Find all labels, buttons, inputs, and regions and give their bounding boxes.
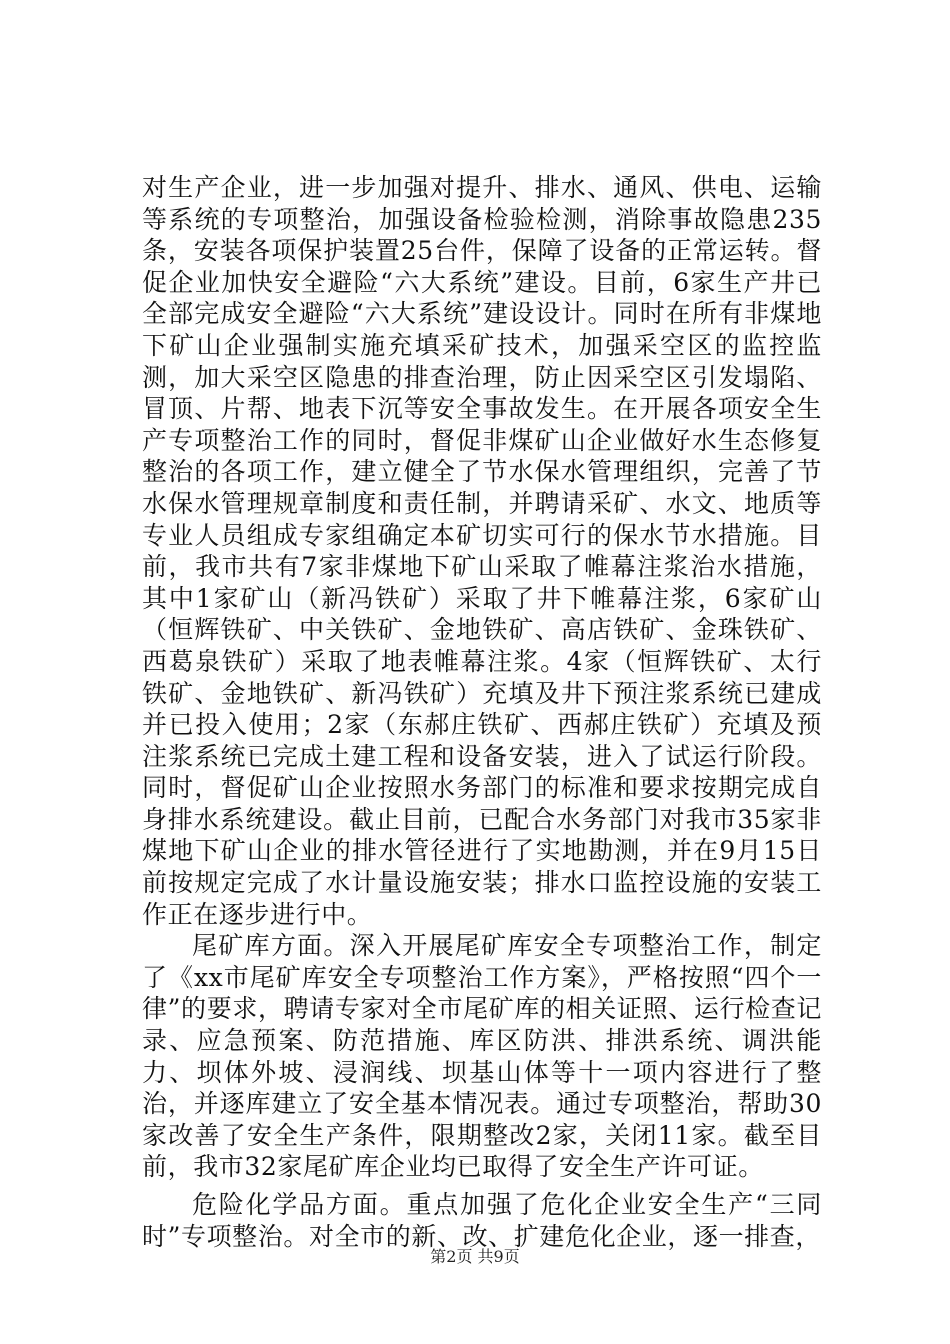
paragraph-hazardous-chemicals: 危险化学品方面。重点加强了危化企业安全生产“三同时”专项整治。对全市的新、改、扩建危化企业，逐一排查， xyxy=(142,1190,822,1251)
paragraph-tailings-pond: 尾矿库方面。深入开展尾矿库安全专项整治工作，制定了《xx市尾矿库安全专项整治工作方案》，严格按照“四个一律”的要求，聘请专家对全市尾矿库的相关证照、运行检查记录、应急预案、防范措施、库区防洪、排洪系统、调洪能力、坝体外坡、浸润线、坝基山体等十一项内容进行了整治，并逐库建立了安全基本情况表。通过专项整治，帮助30家改善了安全生产条件，限期整改2家，关闭11家。截至目前，我市32家尾矿库企业均已取得了安全生产许可证。 xyxy=(142,931,822,1182)
document-body xyxy=(142,172,822,1252)
paragraph-mine-safety: 对生产企业，进一步加强对提升、排水、通风、供电、运输等系统的专项整治，加强设备检验检测，消除事故隐患235条，安装各项保护装置25台件，保障了设备的正常运转。督促企业加快安全避险“六大系统”建设。目前，6家生产井已全部完成安全避险“六大系统”建设设计。同时在所有非煤地下矿山企业强制实施充填采矿技术，加强采空区的监控监测，加大采空区隐患的排查治理，防止因采空区引发塌陷、冒顶、片帮、地表下沉等安全事故发生。在开展各项安全生产专项整治工作的同时，督促非煤矿山企业做好水生态修复整治的各项工作，建立健全了节水保水管理组织，完善了节水保水管理规章制度和责任制，并聘请采矿、水文、地质等专业人员组成专家组确定本矿切实可行的保水节水措施。目前，我市共有7家非煤地下矿山采取了帷幕注浆治水措施，其中1家矿山（新冯铁矿）采取了井下帷幕注浆，6家矿山（恒辉铁矿、中关铁矿、金地铁矿、高店铁矿、金珠铁矿、西葛泉铁矿）采取了地表帷幕注浆。4家（恒辉铁矿、太行铁矿、金地铁矿、新冯铁矿）充填及井下预注浆系统已建成并已投入使用；2家（东郝庄铁矿、西郝庄铁矿）充填及预注浆系统已完成土建工程和设备安装，进入了试运行阶段。同时，督促矿山企业按照水务部门的标准和要求按期完成自身排水系统建设。截止目前，已配合水务部门对我市35家非煤地下矿山企业的排水管径进行了实地勘测，并在9月15日前按规定完成了水计量设施安装；排水口监控设施的安装工作正在逐步进行中。 xyxy=(142,173,822,929)
page-number-footer: 第2页 共9页 xyxy=(430,1247,520,1266)
